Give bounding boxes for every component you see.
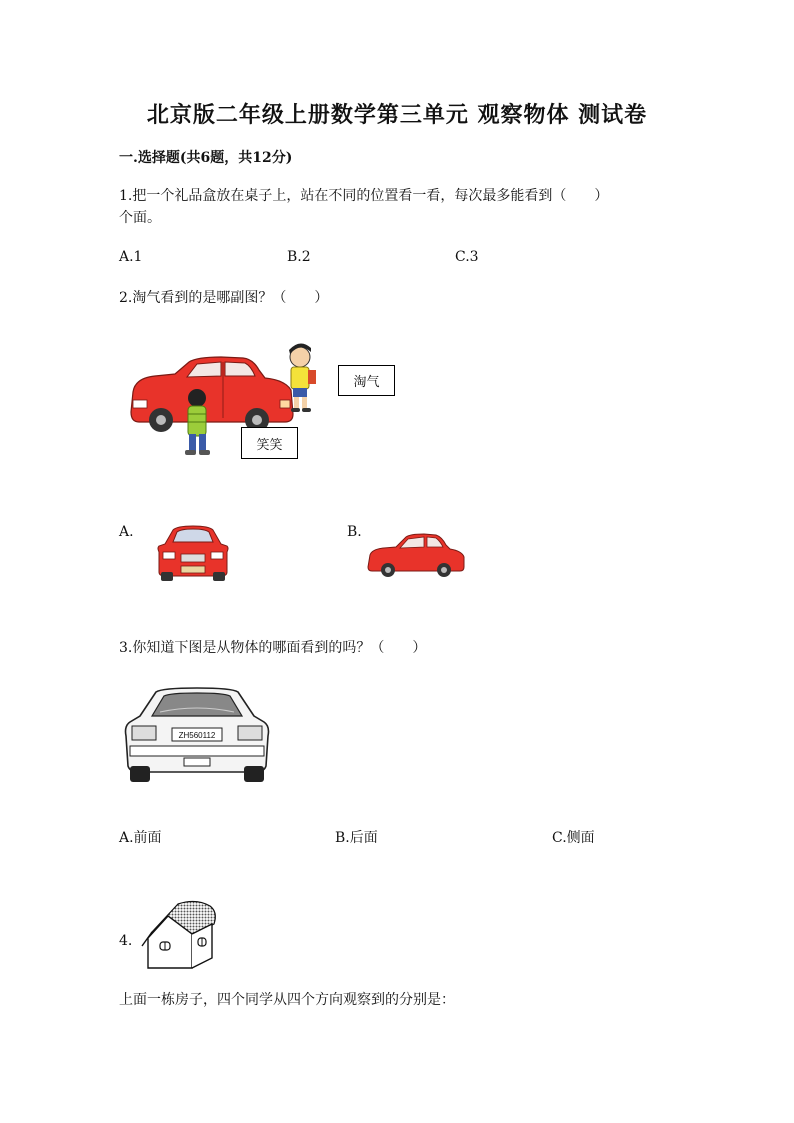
question-3-text: 3.你知道下图是从物体的哪面看到的吗？（ ） <box>119 640 427 656</box>
q1-option-c[interactable]: C.3 <box>455 249 479 265</box>
question-4-text: 上面一栋房子，四个同学从四个方向观察到的分别是： <box>119 992 455 1008</box>
house-icon <box>138 898 220 970</box>
question-1-line1: 1.把一个礼品盒放在桌子上，站在不同的位置看一看，每次最多能看到（ ） <box>119 188 609 204</box>
q2-option-a[interactable]: A. <box>119 524 134 540</box>
q3-option-b[interactable]: B.后面 <box>335 830 378 846</box>
page-title: 北京版二年级上册数学第三单元 观察物体 测试卷 <box>146 102 648 128</box>
car-rear-view-icon <box>122 686 272 784</box>
question-4-number: 4. <box>119 933 133 949</box>
question-2-text: 2.淘气看到的是哪副图？（ ） <box>119 290 329 306</box>
q2-option-b[interactable]: B. <box>347 524 362 540</box>
car-front-view-icon <box>155 524 231 582</box>
q1-option-b[interactable]: B.2 <box>287 249 311 265</box>
question-1-line2: 个面。 <box>119 210 161 226</box>
section-heading: 一.选择题(共6题，共12分) <box>119 150 293 166</box>
label-xiaoxiao: 笑笑 <box>241 427 298 459</box>
q3-option-a[interactable]: A.前面 <box>119 830 162 846</box>
license-plate-text: ZH560112 <box>178 731 216 740</box>
q3-option-c[interactable]: C.侧面 <box>552 830 595 846</box>
label-taoqi: 淘气 <box>338 365 395 396</box>
q1-option-a[interactable]: A.1 <box>119 249 143 265</box>
car-side-view-icon <box>366 531 466 579</box>
